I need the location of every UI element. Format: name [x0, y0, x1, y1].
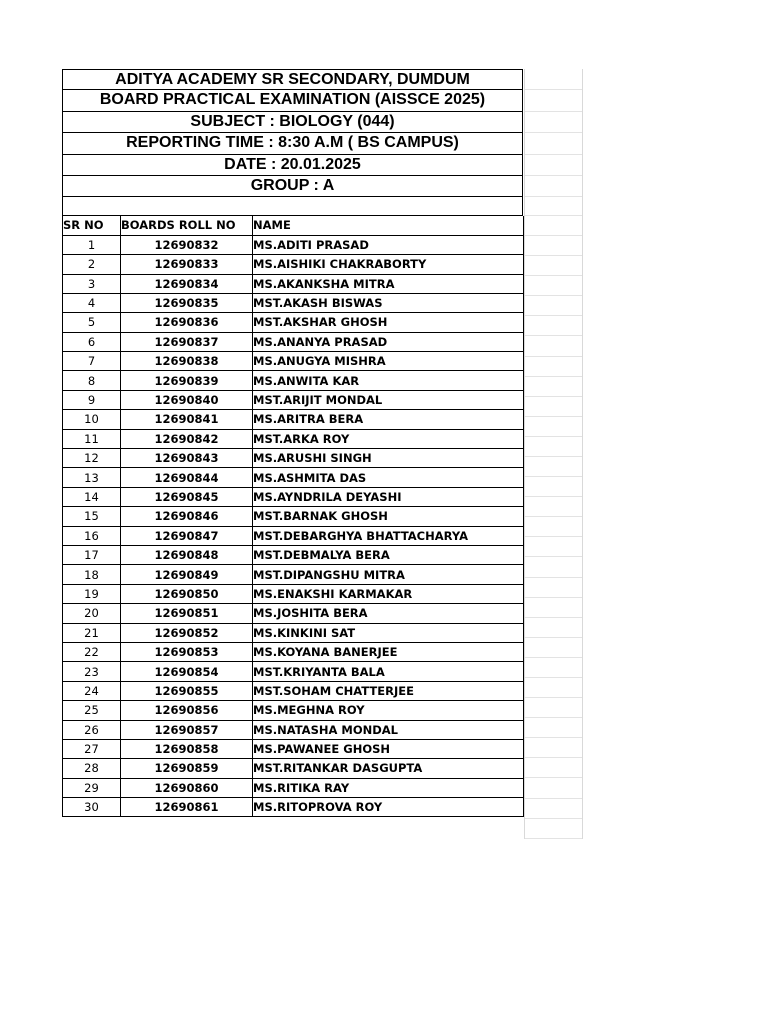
roll-no-cell: 12690851	[121, 604, 253, 623]
roll-no-cell: 12690854	[121, 662, 253, 681]
sr-no-cell: 3	[63, 274, 121, 293]
sr-no-cell: 12	[63, 449, 121, 468]
sr-no-cell: 29	[63, 778, 121, 797]
subject-line: SUBJECT : BIOLOGY (044)	[62, 112, 523, 133]
group-line: GROUP : A	[62, 176, 523, 197]
table-row	[63, 293, 524, 312]
student-name-cell: MST.AKSHAR GHOSH	[253, 313, 524, 332]
roll-no-cell: 12690847	[121, 526, 253, 545]
sheet-header	[62, 69, 524, 216]
student-name-cell: MST.KRIYANTA BALA	[253, 662, 524, 681]
table-row	[63, 274, 524, 293]
roll-no-cell: 12690852	[121, 623, 253, 642]
sr-no-cell: 16	[63, 526, 121, 545]
roll-no-cell: 12690842	[121, 429, 253, 448]
student-name-cell: MS.ARUSHI SINGH	[253, 449, 524, 468]
sr-no-cell: 21	[63, 623, 121, 642]
student-name-cell: MS.JOSHITA BERA	[253, 604, 524, 623]
roll-no-cell: 12690856	[121, 701, 253, 720]
student-name-cell: MST.ARIJIT MONDAL	[253, 390, 524, 409]
roll-no-cell: 12690839	[121, 371, 253, 390]
table-row	[63, 584, 524, 603]
table-row	[63, 235, 524, 254]
roll-no-cell: 12690838	[121, 352, 253, 371]
table-row	[63, 487, 524, 506]
student-name-cell: MS.ANUGYA MISHRA	[253, 352, 524, 371]
table-row	[63, 526, 524, 545]
table-row	[63, 352, 524, 371]
sr-no-cell: 14	[63, 487, 121, 506]
date-line: DATE : 20.01.2025	[62, 155, 523, 176]
school-name: ADITYA ACADEMY SR SECONDARY, DUMDUM	[62, 69, 523, 90]
sr-no-cell: 9	[63, 390, 121, 409]
roll-no-cell: 12690845	[121, 487, 253, 506]
roll-no-cell: 12690843	[121, 449, 253, 468]
table-row	[63, 798, 524, 817]
table-row	[63, 255, 524, 274]
student-name-cell: MS.AISHIKI CHAKRABORTY	[253, 255, 524, 274]
student-name-cell: MS.ASHMITA DAS	[253, 468, 524, 487]
table-row	[63, 449, 524, 468]
student-name-cell: MST.ARKA ROY	[253, 429, 524, 448]
student-name-cell: MST.RITANKAR DASGUPTA	[253, 759, 524, 778]
student-name-cell: MS.NATASHA MONDAL	[253, 720, 524, 739]
sr-no-cell: 30	[63, 798, 121, 817]
sr-no-cell: 24	[63, 681, 121, 700]
student-name-cell: MS.AKANKSHA MITRA	[253, 274, 524, 293]
student-name-cell: MS.ENAKSHI KARMAKAR	[253, 584, 524, 603]
table-row	[63, 507, 524, 526]
table-row	[63, 778, 524, 797]
roll-no-cell: 12690848	[121, 545, 253, 564]
roll-no-cell: 12690834	[121, 274, 253, 293]
student-name-cell: MST.AKASH BISWAS	[253, 293, 524, 312]
table-row	[63, 468, 524, 487]
student-name-cell: MS.KOYANA BANERJEE	[253, 642, 524, 661]
table-row	[63, 720, 524, 739]
roll-no-cell: 12690853	[121, 642, 253, 661]
sr-no-cell: 19	[63, 584, 121, 603]
student-name-cell: MS.ANWITA KAR	[253, 371, 524, 390]
sr-no-cell: 5	[63, 313, 121, 332]
exam-title: BOARD PRACTICAL EXAMINATION (AISSCE 2025)	[62, 90, 523, 111]
table-row	[63, 545, 524, 564]
student-table	[62, 216, 524, 818]
table-row	[63, 410, 524, 429]
table-row	[63, 313, 524, 332]
student-name-cell: MS.ARITRA BERA	[253, 410, 524, 429]
roll-no-cell: 12690857	[121, 720, 253, 739]
student-name-cell: MS.KINKINI SAT	[253, 623, 524, 642]
sr-no-cell: 23	[63, 662, 121, 681]
sr-no-cell: 6	[63, 332, 121, 351]
roll-no-cell: 12690836	[121, 313, 253, 332]
student-name-cell: MS.PAWANEE GHOSH	[253, 739, 524, 758]
sr-no-cell: 27	[63, 739, 121, 758]
col-header-name: NAME	[253, 216, 524, 235]
sr-no-cell: 10	[63, 410, 121, 429]
sr-no-cell: 13	[63, 468, 121, 487]
student-name-cell: MS.MEGHNA ROY	[253, 701, 524, 720]
sr-no-cell: 7	[63, 352, 121, 371]
student-name-cell: MST.DIPANGSHU MITRA	[253, 565, 524, 584]
roll-no-cell: 12690849	[121, 565, 253, 584]
sr-no-cell: 11	[63, 429, 121, 448]
student-name-cell: MS.RITOPROVA ROY	[253, 798, 524, 817]
roll-no-cell: 12690860	[121, 778, 253, 797]
student-name-cell: MST.DEBMALYA BERA	[253, 545, 524, 564]
col-header-sr-no: SR NO	[63, 216, 121, 235]
sr-no-cell: 15	[63, 507, 121, 526]
table-row	[63, 390, 524, 409]
sr-no-cell: 8	[63, 371, 121, 390]
roll-no-cell: 12690850	[121, 584, 253, 603]
roll-no-cell: 12690840	[121, 390, 253, 409]
table-row	[63, 623, 524, 642]
student-name-cell: MS.ANANYA PRASAD	[253, 332, 524, 351]
empty-spreadsheet-column	[524, 69, 583, 839]
table-row	[63, 565, 524, 584]
sr-no-cell: 26	[63, 720, 121, 739]
student-name-cell: MST.BARNAK GHOSH	[253, 507, 524, 526]
sr-no-cell: 4	[63, 293, 121, 312]
student-name-cell: MST.DEBARGHYA BHATTACHARYA	[253, 526, 524, 545]
exam-sheet	[62, 69, 524, 817]
sr-no-cell: 18	[63, 565, 121, 584]
sr-no-cell: 1	[63, 235, 121, 254]
roll-no-cell: 12690859	[121, 759, 253, 778]
roll-no-cell: 12690855	[121, 681, 253, 700]
table-row	[63, 739, 524, 758]
sr-no-cell: 17	[63, 545, 121, 564]
student-name-cell: MS.ADITI PRASAD	[253, 235, 524, 254]
roll-no-cell: 12690844	[121, 468, 253, 487]
roll-no-cell: 12690837	[121, 332, 253, 351]
table-row	[63, 681, 524, 700]
table-row	[63, 429, 524, 448]
table-header-row	[63, 216, 524, 235]
roll-no-cell: 12690833	[121, 255, 253, 274]
sr-no-cell: 20	[63, 604, 121, 623]
table-row	[63, 371, 524, 390]
reporting-time-line: REPORTING TIME : 8:30 A.M ( BS CAMPUS)	[62, 133, 523, 154]
table-row	[63, 642, 524, 661]
roll-no-cell: 12690835	[121, 293, 253, 312]
student-name-cell: MST.SOHAM CHATTERJEE	[253, 681, 524, 700]
sr-no-cell: 28	[63, 759, 121, 778]
col-header-roll-no: BOARDS ROLL NO	[121, 216, 253, 235]
table-row	[63, 759, 524, 778]
roll-no-cell: 12690832	[121, 235, 253, 254]
sr-no-cell: 2	[63, 255, 121, 274]
student-name-cell: MS.RITIKA RAY	[253, 778, 524, 797]
table-row	[63, 701, 524, 720]
roll-no-cell: 12690841	[121, 410, 253, 429]
table-row	[63, 604, 524, 623]
roll-no-cell: 12690861	[121, 798, 253, 817]
sr-no-cell: 25	[63, 701, 121, 720]
roll-no-cell: 12690846	[121, 507, 253, 526]
sr-no-cell: 22	[63, 642, 121, 661]
table-row	[63, 332, 524, 351]
student-name-cell: MS.AYNDRILA DEYASHI	[253, 487, 524, 506]
roll-no-cell: 12690858	[121, 739, 253, 758]
table-row	[63, 662, 524, 681]
blank-row	[62, 197, 523, 216]
